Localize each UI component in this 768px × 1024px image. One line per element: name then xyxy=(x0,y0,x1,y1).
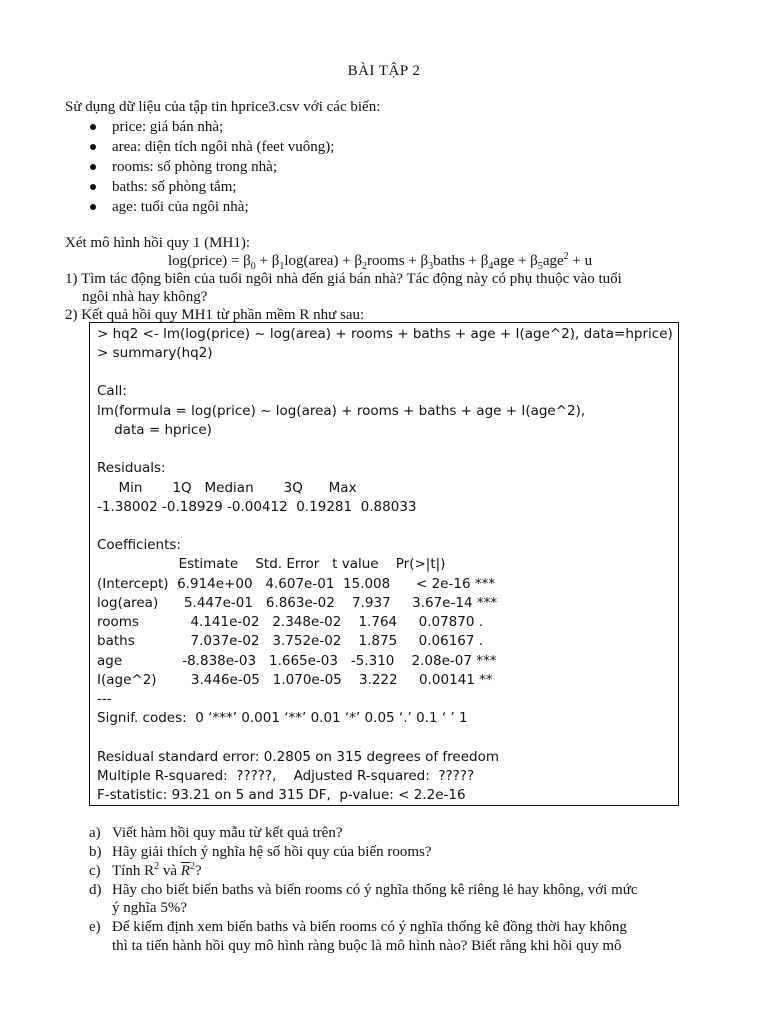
bullet-icon xyxy=(90,144,96,150)
question-text-part: Tính R xyxy=(112,863,155,879)
code-line: Residual standard error: 0.2805 on 315 degrees of freedom xyxy=(97,749,499,765)
list-item: area: diện tích ngôi nhà (feet vuông); xyxy=(112,139,335,155)
formula-part: + β xyxy=(255,253,280,269)
code-line: Residuals: xyxy=(97,460,166,476)
question-text-part: và xyxy=(159,863,181,879)
formula-sub: 3 xyxy=(428,261,434,272)
code-line: baths 7.037e-02 3.752e-02 1.875 0.06167 . xyxy=(97,633,484,649)
question-text: Hãy cho biết biến baths và biến rooms có ý nghĩa thống kê riêng lẻ hay không, với mức xyxy=(112,882,638,898)
code-line: I(age^2) 3.446e-05 1.070e-05 3.222 0.00141 ** xyxy=(97,672,493,688)
superscript: 2 xyxy=(154,861,160,872)
formula-part: log(price) = β xyxy=(168,253,251,269)
code-line: data = hprice) xyxy=(97,422,212,438)
list-item: price: giá bán nhà; xyxy=(112,119,224,135)
formula-sub: 4 xyxy=(488,261,494,272)
formula-part: rooms + β xyxy=(367,253,429,269)
formula-sub: 5 xyxy=(537,261,543,272)
question-1: 1) Tìm tác động biên của tuổi ngôi nhà đến giá bán nhà? Tác động này có phụ thuộc vào tuổi xyxy=(65,271,622,287)
bullet-icon xyxy=(90,184,96,190)
question-letter: c) xyxy=(89,863,101,879)
formula-part: + u xyxy=(568,253,593,269)
formula-part: age + β xyxy=(493,253,538,269)
code-line: -1.38002 -0.18929 -0.00412 0.19281 0.88033 xyxy=(97,499,417,515)
model-intro: Xét mô hình hồi quy 1 (MH1): xyxy=(65,235,250,251)
code-line: age -8.838e-03 1.665e-03 -5.310 2.08e-07 *** xyxy=(97,653,497,669)
question-text: ý nghĩa 5%? xyxy=(112,900,187,916)
code-line: Estimate Std. Error t value Pr(>|t|) xyxy=(97,556,446,572)
question-letter: b) xyxy=(89,844,102,860)
code-line: lm(formula = log(price) ~ log(area) + rooms + baths + age + I(age^2), xyxy=(97,403,586,419)
list-item: rooms: số phòng trong nhà; xyxy=(112,159,277,175)
formula-part: baths + β xyxy=(433,253,489,269)
intro-text: Sử dụng dữ liệu của tập tin hprice3.csv với các biến: xyxy=(65,99,381,115)
question-text: Viết hàm hồi quy mẫu từ kết quả trên? xyxy=(112,825,343,841)
page-title: BÀI TẬP 2 xyxy=(347,63,421,79)
question-text-part: ? xyxy=(194,863,202,879)
superscript: 2 xyxy=(189,861,195,872)
code-line: (Intercept) 6.914e+00 4.607e-01 15.008 < 2e-16 *** xyxy=(97,576,496,592)
adjusted-r-symbol: $\overline{R}$ xyxy=(180,863,190,879)
formula-sup: 2 xyxy=(563,251,569,262)
formula-part: age xyxy=(542,253,564,269)
code-line: Multiple R-squared: ?????, Adjusted R-squared: ????? xyxy=(97,768,475,784)
code-line: Signif. codes: 0 ‘***’ 0.001 ‘**’ 0.01 ‘*’ 0.05 ‘.’ 0.1 ‘ ’ 1 xyxy=(97,710,468,726)
code-line: F-statistic: 93.21 on 5 and 315 DF, p-value: < 2.2e-16 xyxy=(97,787,466,803)
code-line: Coefficients: xyxy=(97,537,181,553)
question-text: thì ta tiến hành hồi quy mô hình ràng buộc là mô hình nào? Biết rằng khi hồi quy mô xyxy=(112,938,622,954)
question-text: Hãy giải thích ý nghĩa hệ số hồi quy của biến rooms? xyxy=(112,844,432,860)
formula-part: log(area) + β xyxy=(284,253,363,269)
bullet-icon xyxy=(90,124,96,130)
code-line: rooms 4.141e-02 2.348e-02 1.764 0.07870 . xyxy=(97,614,484,630)
code-line: > hq2 <- lm(log(price) ~ log(area) + rooms + baths + age + I(age^2), data=hprice) xyxy=(97,326,673,342)
formula-sub: 0 xyxy=(250,261,256,272)
question-letter: d) xyxy=(89,882,102,898)
code-line: > summary(hq2) xyxy=(97,345,213,361)
bullet-icon xyxy=(90,164,96,170)
code-line: log(area) 5.447e-01 6.863e-02 7.937 3.67e-14 *** xyxy=(97,595,498,611)
list-item: age: tuổi của ngôi nhà; xyxy=(112,199,249,215)
code-line: --- xyxy=(97,691,112,707)
model-formula xyxy=(168,252,592,270)
code-line: Call: xyxy=(97,383,127,399)
formula-sub: 1 xyxy=(279,261,285,272)
question-letter: a) xyxy=(89,825,101,841)
bullet-icon xyxy=(90,204,96,210)
question-1-cont: ngôi nhà hay không? xyxy=(82,289,208,305)
formula-sub: 2 xyxy=(362,261,368,272)
question-text xyxy=(112,862,202,880)
list-item: baths: số phòng tắm; xyxy=(112,179,237,195)
question-text: Để kiểm định xem biến baths và biến rooms có ý nghĩa thống kê đồng thời hay không xyxy=(112,919,627,935)
code-line: Min 1Q Median 3Q Max xyxy=(97,480,357,496)
question-letter: e) xyxy=(89,919,101,935)
question-2: 2) Kết quả hồi quy MH1 từ phần mềm R như sau: xyxy=(65,307,365,323)
